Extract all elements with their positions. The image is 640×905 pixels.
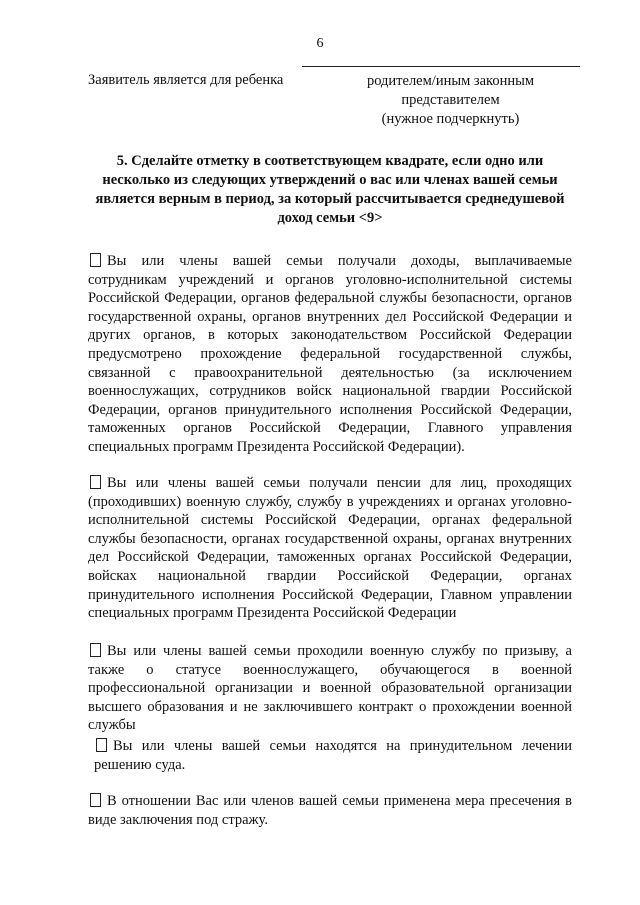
- checkbox-icon[interactable]: [90, 253, 101, 267]
- applicant-row: [88, 62, 580, 132]
- statement-text: Вы или члены вашей семьи проходили военную службу по призыву, а также о статусе военнослужащего, обучающегося в военной профессиональной организации и военной образовательной организации высшего образования и не заключившего контракт о прохождении военной службы: [88, 643, 572, 734]
- applicant-label: Заявитель является для ребенка: [88, 72, 284, 88]
- section-title: 5. Сделайте отметку в соответствующем квадрате, если одно или несколько из следующих утверждений о вас или членах вашей семьи является верным в период, за который рассчитывается среднедушевой доход семьи <9>: [95, 153, 565, 226]
- statement-item-law-enforcement-income: [88, 252, 572, 457]
- statement-item-compulsory-treatment: [88, 737, 572, 774]
- statement-text: Вы или члены вашей семьи получали пенсии для лиц, проходящих (проходивших) военную службу, службу в учреждениях и органах уголовно-исполнительной системы Российской Федерации, органах федеральной службы безопасности, органах государственной охраны, органах внутренних дел Российской Федерации, таможенных органах Российской Федерации, войсках национальной гвардии Российской Федерации, органах принудительного исполнения Российской Федерации, Главном управлении специальных программ Президента Российской Федерации: [88, 475, 572, 622]
- page-number: 6: [316, 36, 324, 51]
- statement-text: Вы или члены вашей семьи находятся на принудительном лечении решению суда.: [94, 738, 572, 773]
- applicant-option-line2[interactable]: представителем: [401, 92, 500, 108]
- statement-text: В отношении Вас или членов вашей семьи применена мера пресечения в виде заключения под стражу.: [88, 793, 572, 828]
- checkbox-icon[interactable]: [90, 793, 101, 807]
- statement-item-pensions: [88, 474, 572, 623]
- checkbox-icon[interactable]: [90, 643, 101, 657]
- applicant-option-hint: (нужное подчеркнуть): [381, 111, 520, 127]
- statement-item-military-service: [88, 642, 572, 735]
- checkbox-icon[interactable]: [96, 738, 107, 752]
- statement-text: Вы или члены вашей семьи получали доходы, выплачиваемые сотрудникам учреждений и органов уголовно-исполнительной системы Российской Федерации, органов федеральной службы безопасности, органов государственной охраны, органов внутренних дел Российской Федерации и других органов, в которых законодательством Российской Федерации предусмотрено прохождение федеральной государственной службы, связанной с правоохранительной деятельностью (за исключением военнослужащих, сотрудников войск национальной гвардии Российской Федерации, органов принудительного исполнения Российской Федерации, таможенных органов Российской Федерации, Главного управления специальных программ Президента Российской Федерации).: [88, 253, 572, 455]
- checkbox-icon[interactable]: [90, 475, 101, 489]
- statement-item-custody: [88, 792, 572, 829]
- applicant-option-line1[interactable]: родителем/иным законным: [366, 73, 535, 89]
- applicant-options: [338, 72, 563, 129]
- applicant-signature-line: [302, 66, 580, 67]
